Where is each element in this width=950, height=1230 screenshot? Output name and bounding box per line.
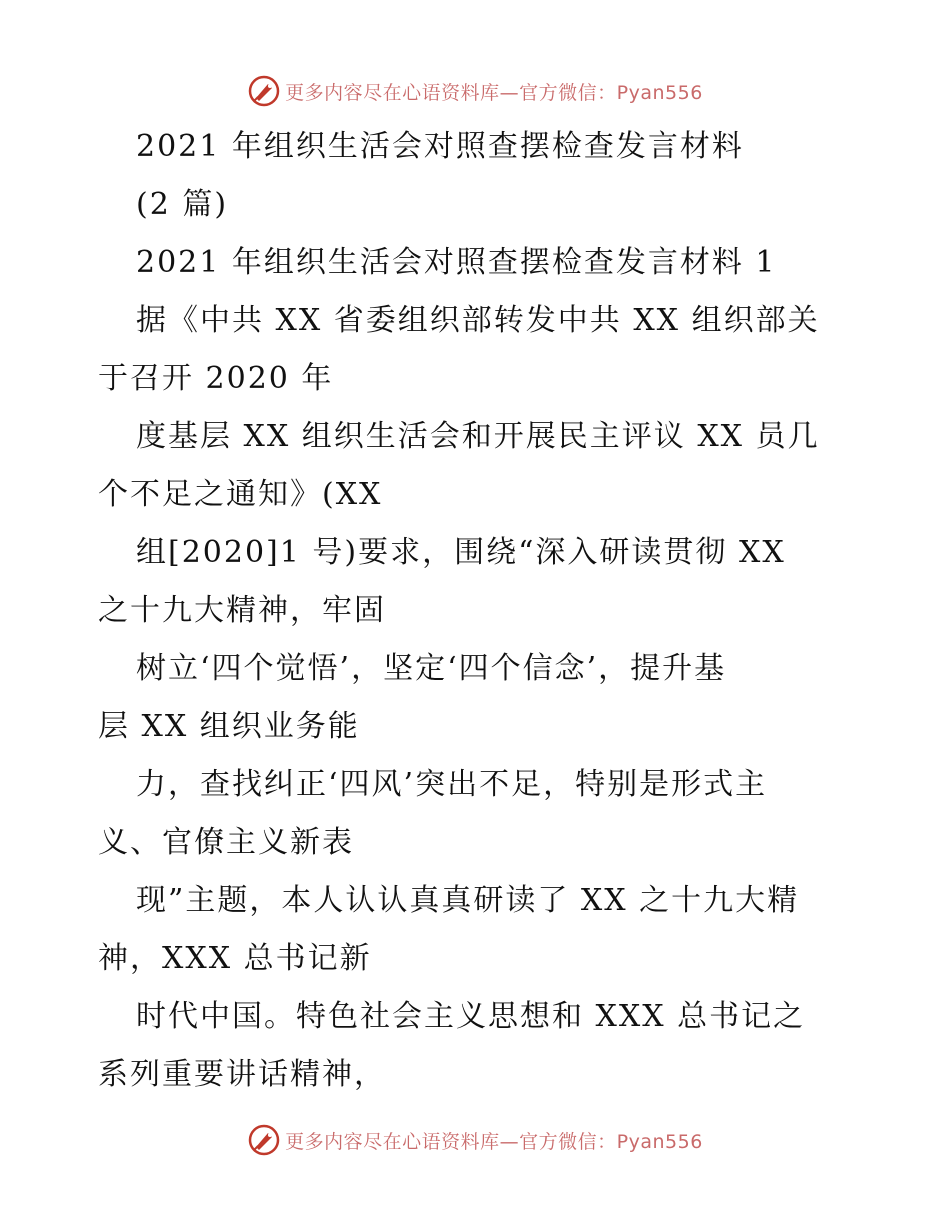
paragraph-line: 力，查找纠正‘四风’突出不足，特别是形式主: [136, 767, 768, 802]
paragraph-line: 义、官僚主义新表: [98, 825, 354, 860]
paragraph-line: 组[2020]1 号)要求，围绕“深入研读贯彻 XX: [136, 535, 786, 570]
watermark-text: 更多内容尽在心语资料库—官方微信：Pyan556: [285, 81, 703, 104]
paragraph-line: 神，XXX 总书记新: [98, 941, 372, 976]
document-title: 2021 年组织生活会对照查摆检查发言材料: [136, 129, 744, 164]
paragraph-line: 度基层 XX 组织生活会和开展民主评议 XX 员几: [136, 419, 820, 454]
paragraph-line: 现”主题，本人认认真真研读了 XX 之十九大精: [136, 883, 800, 918]
document-subtitle: (2 篇): [136, 187, 229, 222]
paragraph-line: 系列重要讲话精神，: [98, 1057, 386, 1092]
section-heading: 2021 年组织生活会对照查摆检查发言材料 1: [136, 245, 777, 280]
paragraph-line: 于召开 2020 年: [98, 361, 334, 396]
paragraph-line: 树立‘四个觉悟’，坚定‘四个信念’，提升基: [136, 651, 727, 686]
paragraph-line: 时代中国。特色社会主义思想和 XXX 总书记之: [136, 999, 806, 1034]
watermark-text: 更多内容尽在心语资料库—官方微信：Pyan556: [285, 1130, 703, 1153]
pen-nib-logo-icon: [247, 1123, 281, 1157]
footer-watermark: [0, 1120, 950, 1160]
paragraph-line: 个不足之通知》(XX: [98, 477, 383, 512]
paragraph-line: 层 XX 组织业务能: [98, 709, 360, 744]
paragraph-line: 据《中共 XX 省委组织部转发中共 XX 组织部关: [136, 303, 820, 338]
paragraph-line: 之十九大精神，牢固: [98, 593, 386, 628]
